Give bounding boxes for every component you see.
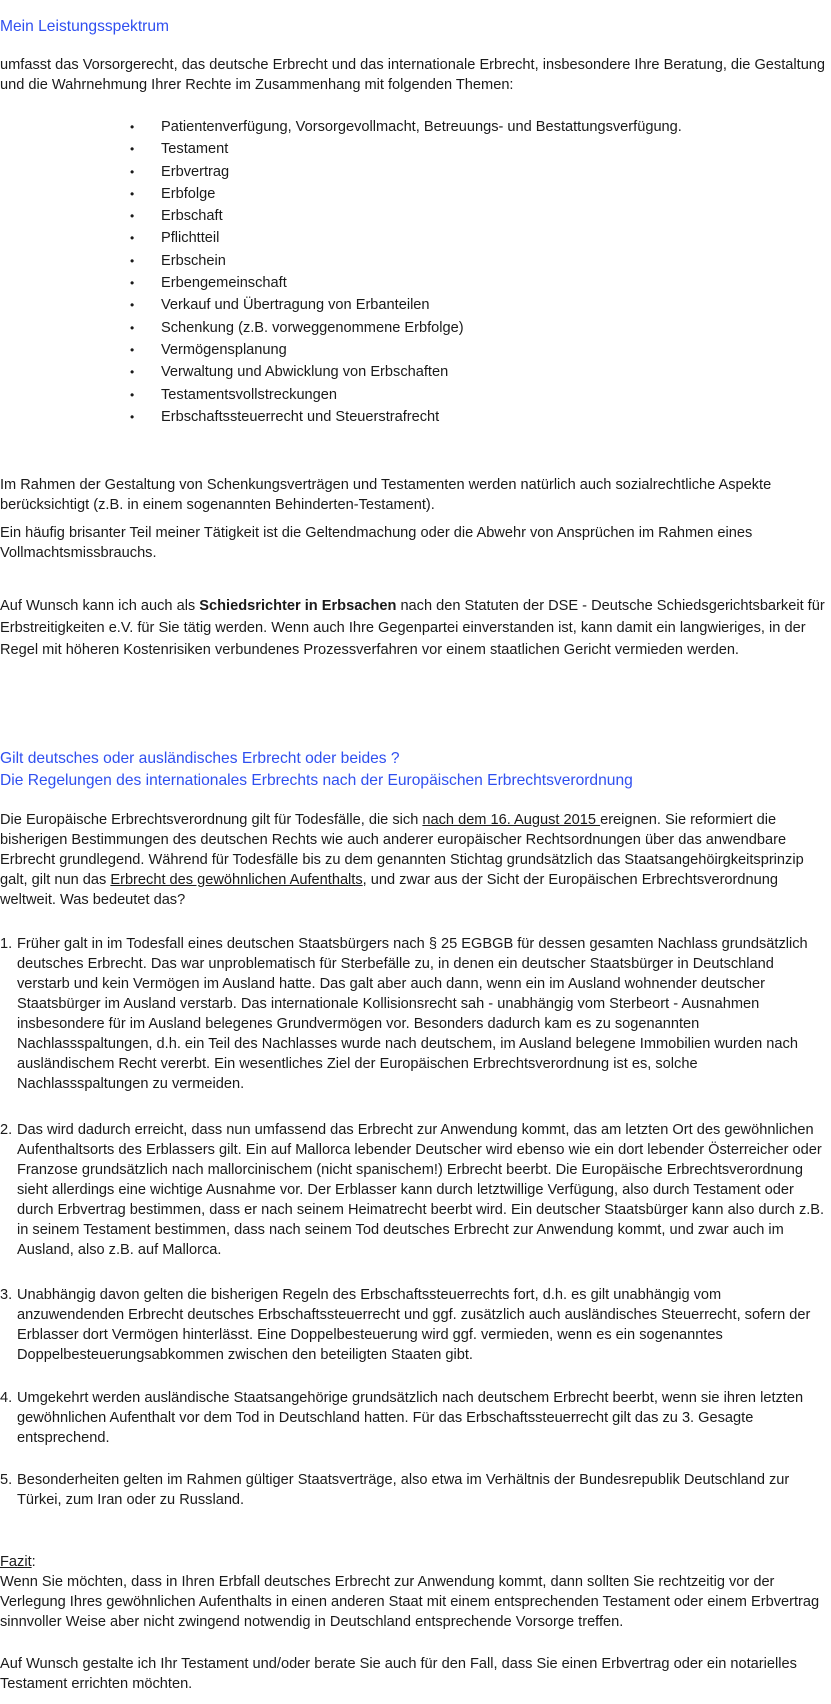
fazit-label: Fazit: (0, 1554, 36, 1570)
arbiter-paragraph: Auf Wunsch kann ich auch als Schiedsrichter in Erbsachen nach den Statuten der DSE - Deutsche Schiedsgerichtsbarkeit für Erbstreitigkeiten e.V. für Sie tätig werden. Wenn auch Ihre Gegenpartei einverstanden ist, kann damit ein langwieriges, in der Regel mit höheren Kostenrisiken verbundenes Prozessverfahren vor einem staatlichen Gericht vermieden werden. (0, 598, 825, 658)
regulation-intro-paragraph: Die Europäische Erbrechtsverordnung gilt für Todesfälle, die sich nach dem 16. August 2015 ereignen. Sie reformiert die bisherigen Bestimmungen des deutschen Rechts wie auch anderer europäischer Rechtsordnungen über das anwendbare Erbrecht grundlegend. Während für Todesfälle bis zu dem genannten Stichtag grundsätzlich das Staatsangehöirgkeitsprinzip galt, gilt nun das Erbrecht des gewöhnlichen Aufenthalts, und zwar aus der Sicht der Europäischen Erbrechtsverordnung weltweit. Was bedeutet das? (0, 812, 804, 908)
social-law-paragraph: Im Rahmen der Gestaltung von Schenkungsverträgen und Testamenten werden natürlich auch sozialrechtliche Aspekte berücksichtigt (z.B. in einem sogenannten Behinderten-Testament). (0, 477, 772, 513)
list-item: • Testament (130, 138, 682, 160)
power-of-attorney-paragraph: Ein häufig brisanter Teil meiner Tätigkeit ist die Geltendmachung oder die Abwehr von Ansprüchen im Rahmen eines Vollmachtsmissbrauchs. (0, 525, 753, 561)
services-list (130, 116, 682, 428)
list-item: • Patientenverfügung, Vorsorgevollmacht, Betreuungs- und Bestattungsverfügung. (130, 116, 682, 138)
numbered-point-4: 4. Umgekehrt werden ausländische Staatsangehörige grundsätzlich nach deutschem Erbrecht beerbt, wenn sie ihren letzten gewöhnlichen Aufenthalt vor dem Tod in Deutschland hatten. Für das Erbschaftssteuerrecht gilt das zu 3. Gesagte entsprechend. (0, 1390, 804, 1446)
fazit-paragraph: Wenn Sie möchten, dass in Ihren Erbfall deutsches Erbrecht zur Anwendung kommt, dann sollten Sie rechtzeitig vor der Verlegung Ihres gewöhnlichen Aufenthalts in einen anderen Staat mit einem entsprechenden Testament oder einem Erbvertrag sinnvoller Weise aber nicht zwingend notwendig in Deutschland entsprechende Vorsorge treffen. (0, 1574, 820, 1630)
list-item: • Erbschaftssteuerrecht und Steuerstrafrecht (130, 406, 682, 428)
date-underline: nach dem 16. August 2015 (422, 812, 601, 828)
residence-underline: Erbrecht des gewöhnlichen Aufenthalts (110, 872, 363, 888)
closing-paragraph: Auf Wunsch gestalte ich Ihr Testament und/oder berate Sie auch für den Fall, dass Sie einen Erbvertrag oder ein notarielles Testament errichten möchten. (0, 1656, 797, 1692)
numbered-point-5: 5. Besonderheiten gelten im Rahmen gültiger Staatsverträge, also etwa im Verhältnis der Bundesrepublik Deutschland zur Türkei, zum Iran oder zu Russland. (0, 1472, 790, 1508)
arbiter-bold-term: Schiedsrichter in Erbsachen (199, 598, 397, 614)
list-item: • Erbvertrag (130, 161, 682, 183)
intro-paragraph: umfasst das Vorsorgerecht, das deutsche Erbrecht und das internationale Erbrecht, insbesondere Ihre Beratung, die Gestaltung und die Wahrnehmung Ihrer Rechte im Zusammenhang mit folgenden Themen: (0, 57, 826, 93)
section-title-leistungsspektrum: Mein Leistungsspektrum (0, 18, 170, 35)
list-item: • Testamentsvollstreckungen (130, 384, 682, 406)
list-item: • Pflichtteil (130, 227, 682, 249)
list-item: • Vermögensplanung (130, 339, 682, 361)
section-title-international: Gilt deutsches oder ausländisches Erbrecht oder beides ? Die Regelungen des internationales Erbrechts nach der Europäischen Erbrechtsverordnung (0, 750, 633, 789)
list-item: • Erbschein (130, 250, 682, 272)
list-item: • Verkauf und Übertragung von Erbanteilen (130, 294, 682, 316)
list-item: • Verwaltung und Abwicklung von Erbschaften (130, 361, 682, 383)
list-item: • Erbengemeinschaft (130, 272, 682, 294)
numbered-point-1: 1. Früher galt in im Todesfall eines deutschen Staatsbürgers nach § 25 EGBGB für dessen gesamten Nachlass grundsätzlich deutsches Erbrecht. Das war unproblematisch für Sterbefälle zu, in denen ein deutscher Staatsbürger in Deutschland verstarb und kein Vermögen im Ausland hatte. Das galt aber auch dann, wenn ein im Ausland wohnender deutscher Staatsbürger im Ausland verstarb. Das internationale Kollisionsrecht sah - unabhängig vom Sterbeort - Ausnahmen insbesondere für im Ausland belegenes Grundvermögen vor. Besonders dadurch kam es zu sogenannten Nachlassspaltungen, d.h. ein Teil des Nachlasses wurde nach deutschem, im Ausland belegene Immobilien wurden nach ausländischem Recht vererbt. Ein wesentliches Ziel der Europäischen Erbrechtsverordnung ist es, solche Nachlassspaltungen zu vermeiden. (0, 936, 808, 1092)
numbered-point-3: 3. Unabhängig davon gelten die bisherigen Regeln des Erbschaftssteuerrechts fort, d.h. es gilt unabhängig vom anzuwendenden Erbrecht deutsches Erbschaftssteuerrecht und ggf. zusätzlich auch ausländisches Steuerrecht, sofern der Erblasser dort Vermögen hinterlässt. Eine Doppelbesteuerung wird ggf. vermieden, wenn es ein sogenanntes Doppelbesteuerungsabkommen zwischen den beteiligten Staaten gibt. (0, 1287, 811, 1363)
numbered-point-2: 2. Das wird dadurch erreicht, dass nun umfassend das Erbrecht zur Anwendung kommt, das am letzten Ort des gewöhnlichen Aufenthaltsorts des Erblassers gilt. Ein auf Mallorca lebender Deutscher wird ebenso wie ein dort lebender Österreicher oder Franzose grundsätzlich nach mallorcinischem (nicht spanischem!) Erbrecht beerbt. Die Europäische Erbrechtsverordnung sieht allerdings eine wichtige Ausnahme vor. Der Erblasser kann durch letztwillige Verfügung, also durch Testament oder durch Erbvertrag bestimmen, dass er nach seinem Heimatrecht beerbt wird. Ein deutscher Staatsbürger kann also durch z.B. in seinem Testament bestimmen, dass nach seinem Tod deutsches Erbrecht zur Anwendung kommt, und zwar auch im Ausland, also z.B. auf Mallorca. (0, 1122, 825, 1258)
list-item: • Erbschaft (130, 205, 682, 227)
list-item: • Erbfolge (130, 183, 682, 205)
list-item: • Schenkung (z.B. vorweggenommene Erbfolge) (130, 317, 682, 339)
